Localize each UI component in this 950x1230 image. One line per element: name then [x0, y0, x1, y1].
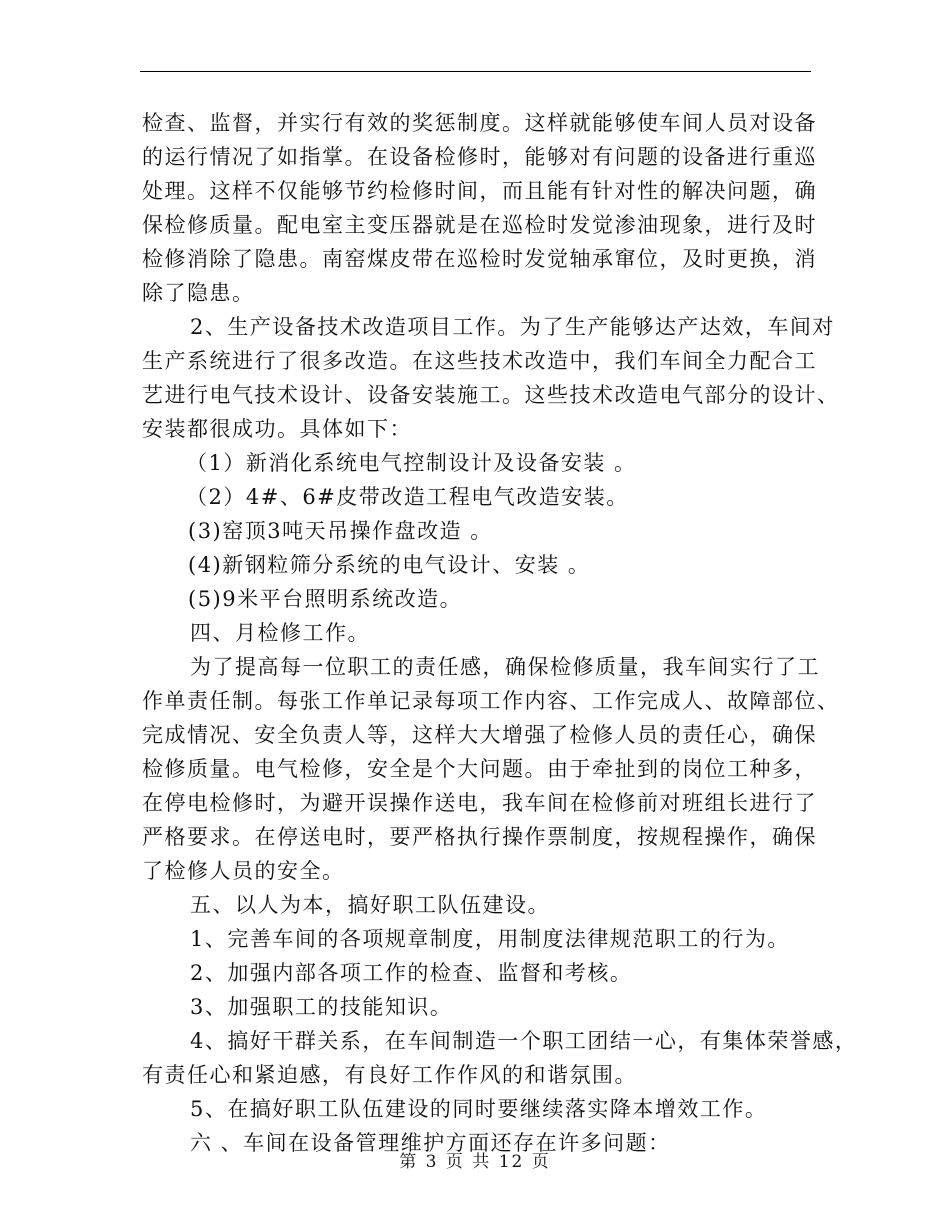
paragraph-line: 完成情况、安全负责人等，这样大大增强了检修人员的责任心，确保: [142, 723, 817, 747]
footer-suffix: 页: [531, 1152, 551, 1172]
list-item: （2）4#、6#皮带改造工程电气改造安装。: [186, 485, 629, 509]
paragraph-line: 生产系统进行了很多改造。在这些技术改造中，我们车间全力配合工: [142, 349, 817, 373]
paragraph-line: 保检修质量。配电室主变压器就是在巡检时发觉渗油现象，进行及时: [142, 213, 817, 237]
section-heading: 五、以人为本，搞好职工队伍建设。: [190, 893, 550, 917]
list-item: (4)新钢粒筛分系统的电气设计、安装 。: [188, 553, 591, 577]
list-item: 3、加强职工的技能知识。: [190, 995, 453, 1019]
list-item: 5、在搞好职工队伍建设的同时要继续落实降本增效工作。: [190, 1097, 768, 1121]
paragraph-line: 了检修人员的安全。: [142, 859, 345, 883]
paragraph-line: 检查、监督，并实行有效的奖惩制度。这样就能够使车间人员对设备: [142, 111, 817, 135]
list-item: （1）新消化系统电气控制设计及设备安装 。: [186, 451, 637, 475]
paragraph-line: 有责任心和紧迫感，有良好工作作风的和谐氛围。: [142, 1063, 637, 1087]
list-item: 2、加强内部各项工作的检查、监督和考核。: [190, 961, 633, 985]
body-text: [142, 106, 858, 1160]
paragraph-line: 严格要求。在停送电时，要严格执行操作票制度，按规程操作，确保: [142, 825, 817, 849]
paragraph-line: 检修消除了隐患。南窑煤皮带在巡检时发觉轴承窜位，及时更换，消: [142, 247, 817, 271]
section-heading: 六 、车间在设备管理维护方面还存在许多问题：: [190, 1131, 671, 1155]
paragraph-line: 为了提高每一位职工的责任感，确保检修质量，我车间实行了工: [190, 655, 820, 679]
list-item: (3)窑顶3吨天吊操作盘改造 。: [188, 519, 493, 543]
header-rule: [140, 71, 811, 72]
footer-page-number: 3: [425, 1152, 439, 1172]
list-item: 4、搞好干群关系，在车间制造一个职工团结一心，有集体荣誉感，: [190, 1029, 858, 1053]
footer-total-pages: 12: [498, 1152, 525, 1172]
page-footer: [0, 1150, 950, 1174]
paragraph-line: 作单责任制。每张工作单记录每项工作内容、工作完成人、故障部位、: [142, 689, 840, 713]
paragraph-line: 处理。这样不仅能够节约检修时间，而且能有针对性的解决问题，确: [142, 179, 817, 203]
paragraph-line: 检修质量。电气检修，安全是个大问题。由于牵扯到的岗位工种多，: [142, 757, 817, 781]
paragraph-line: 2、生产设备技术改造项目工作。为了生产能够达产达效，车间对: [190, 315, 835, 339]
section-heading: 四、月检修工作。: [190, 621, 370, 645]
footer-prefix: 第: [399, 1152, 419, 1172]
paragraph-line: 的运行情况了如指掌。在设备检修时，能够对有问题的设备进行重巡: [142, 145, 817, 169]
list-item: (5)9米平台照明系统改造。: [188, 587, 463, 611]
paragraph-line: 除了隐患。: [142, 281, 255, 305]
list-item: 1、完善车间的各项规章制度，用制度法律规范职工的行为。: [190, 927, 790, 951]
footer-middle: 页 共: [445, 1152, 492, 1172]
paragraph-line: 在停电检修时，为避开误操作送电，我车间在检修前对班组长进行了: [142, 791, 817, 815]
paragraph-line: 艺进行电气技术设计、设备安装施工。这些技术改造电气部分的设计、: [142, 383, 840, 407]
paragraph-line: 安装都很成功。具体如下：: [142, 417, 412, 441]
